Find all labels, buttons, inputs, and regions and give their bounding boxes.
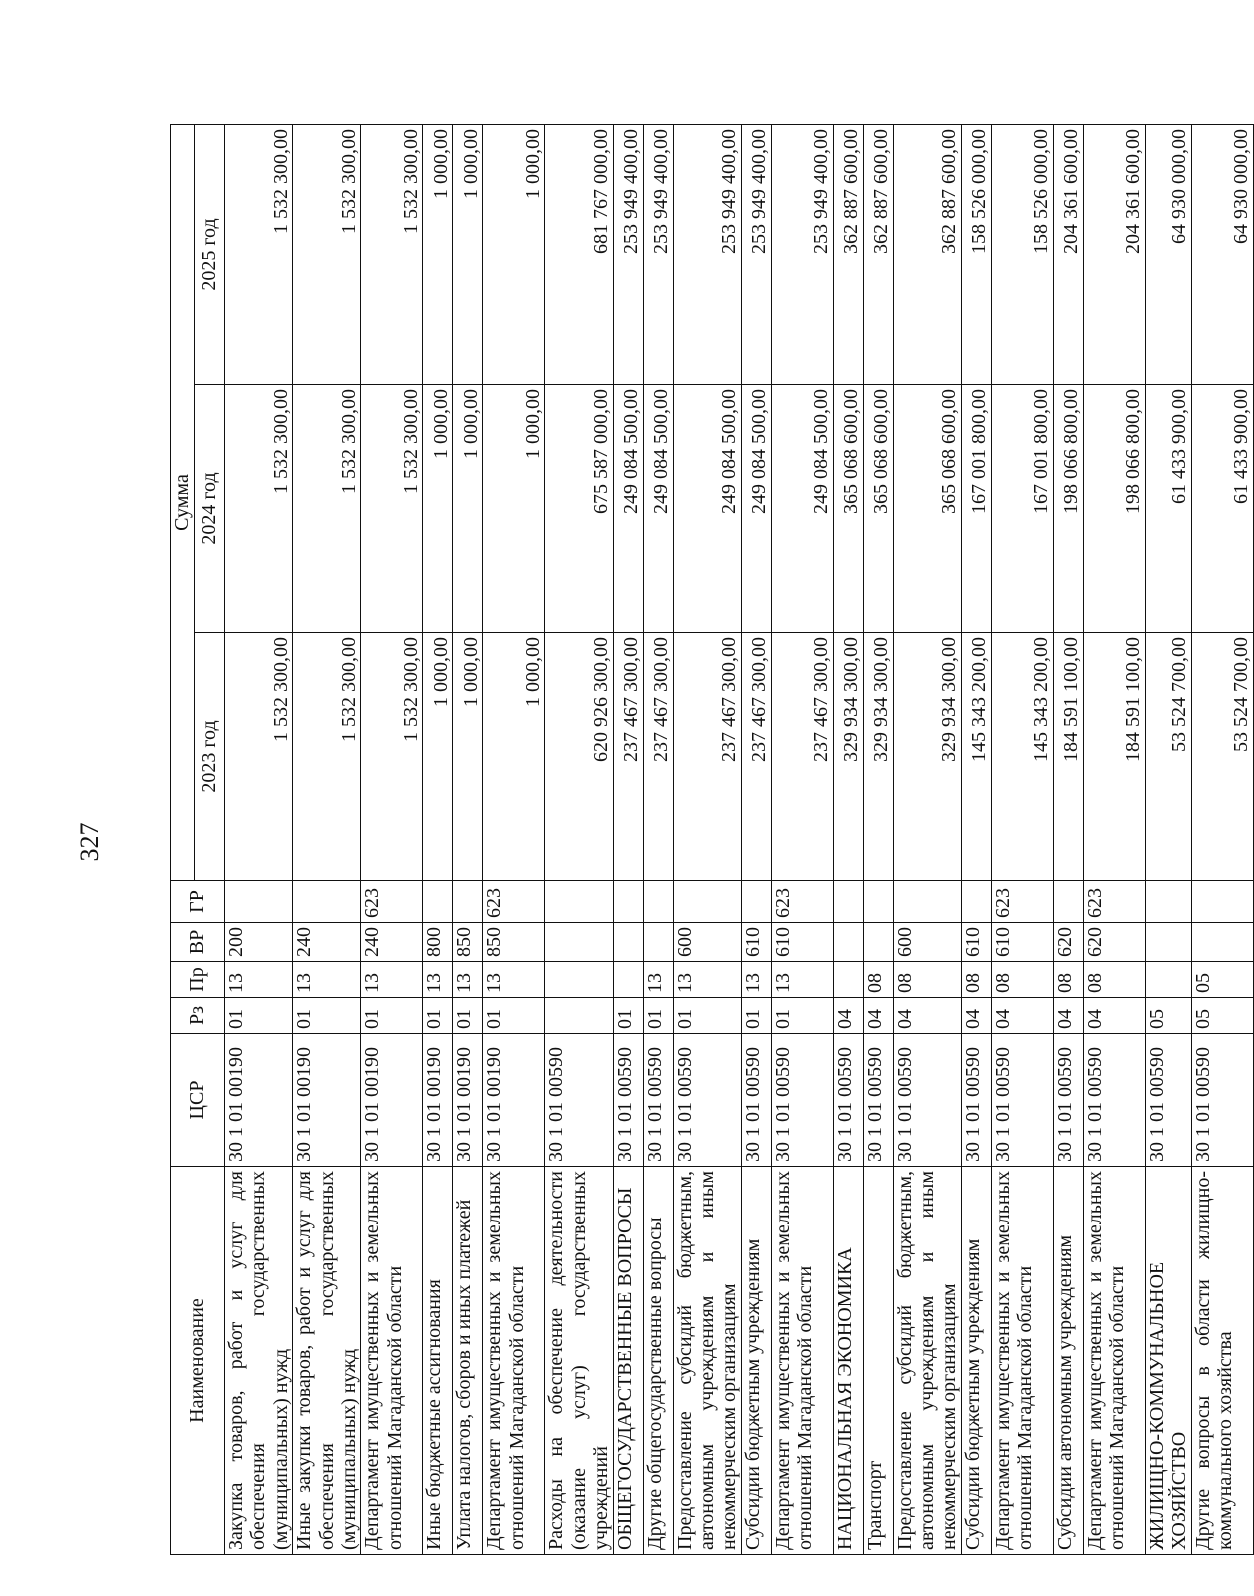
row-rz-cell: 04: [893, 998, 961, 1034]
row-csr-cell: 30 1 01 00590: [545, 1034, 613, 1167]
row-pr-cell: 13: [453, 962, 483, 998]
table-body: [225, 124, 1254, 1554]
row-2023-cell: 237 467 300,00: [643, 633, 673, 881]
row-2023-cell: 184 591 100,00: [1083, 633, 1145, 881]
row-rz-cell: 04: [1083, 998, 1145, 1034]
row-name-cell: Департамент имущественных и земельных отношений Магаданской области: [991, 1167, 1053, 1555]
row-2025-cell: 1 532 300,00: [225, 124, 293, 384]
row-2023-cell: 1 000,00: [483, 633, 545, 881]
row-2023-cell: 53 524 700,00: [1145, 633, 1191, 881]
header-vr: ВР: [171, 923, 225, 962]
row-vr-cell: 610: [961, 923, 991, 962]
row-vr-cell: 800: [423, 923, 453, 962]
table-row: [1083, 124, 1145, 1554]
row-2025-cell: 681 767 000,00: [545, 124, 613, 384]
row-name-cell: Другие вопросы в области жилищно-коммунального хозяйства: [1191, 1167, 1253, 1555]
row-csr-cell: 30 1 01 00590: [1053, 1034, 1083, 1167]
row-csr-cell: 30 1 01 00590: [741, 1034, 771, 1167]
row-gr-cell: [833, 881, 863, 923]
row-2023-cell: 237 467 300,00: [741, 633, 771, 881]
row-gr-cell: [453, 881, 483, 923]
row-2024-cell: 167 001 800,00: [991, 385, 1053, 633]
row-rz-cell: 01: [771, 998, 833, 1034]
row-csr-cell: 30 1 01 00590: [961, 1034, 991, 1167]
row-2023-cell: 1 532 300,00: [293, 633, 361, 881]
row-gr-cell: [1191, 881, 1253, 923]
row-gr-cell: [741, 881, 771, 923]
row-2025-cell: 362 887 600,00: [833, 124, 863, 384]
row-gr-cell: [545, 881, 613, 923]
row-name-cell: Закупка товаров, работ и услуг для обеспечения государственных (муниципальных) нужд: [225, 1167, 293, 1555]
row-2024-cell: 249 084 500,00: [771, 385, 833, 633]
row-2025-cell: 204 361 600,00: [1083, 124, 1145, 384]
table-row: [361, 124, 423, 1554]
row-rz-cell: 04: [1053, 998, 1083, 1034]
row-vr-cell: 240: [361, 923, 423, 962]
table-row: [673, 124, 741, 1554]
table-row: [893, 124, 961, 1554]
row-name-cell: ЖИЛИЩНО-КОММУНАЛЬНОЕ ХОЗЯЙСТВО: [1145, 1167, 1191, 1555]
row-csr-cell: 30 1 01 00590: [613, 1034, 643, 1167]
row-name-cell: Департамент имущественных и земельных отношений Магаданской области: [361, 1167, 423, 1555]
row-rz-cell: 01: [453, 998, 483, 1034]
row-pr-cell: 13: [423, 962, 453, 998]
row-rz-cell: 04: [991, 998, 1053, 1034]
row-name-cell: Субсидии бюджетным учреждениям: [741, 1167, 771, 1555]
table-row: [225, 124, 293, 1554]
row-rz-cell: 01: [225, 998, 293, 1034]
row-name-cell: Департамент имущественных и земельных отношений Магаданской области: [483, 1167, 545, 1555]
table-row: [863, 124, 893, 1554]
row-name-cell: Субсидии бюджетным учреждениям: [961, 1167, 991, 1555]
row-csr-cell: 30 1 01 00190: [225, 1034, 293, 1167]
row-name-cell: Транспорт: [863, 1167, 893, 1555]
row-pr-cell: [545, 962, 613, 998]
row-rz-cell: 01: [673, 998, 741, 1034]
budget-table: [170, 124, 1254, 1555]
table-row: [961, 124, 991, 1554]
row-2023-cell: 237 467 300,00: [673, 633, 741, 881]
row-2025-cell: 1 000,00: [453, 124, 483, 384]
row-pr-cell: 13: [673, 962, 741, 998]
row-2024-cell: 249 084 500,00: [613, 385, 643, 633]
row-vr-cell: [1191, 923, 1253, 962]
table-row: [453, 124, 483, 1554]
row-name-cell: Субсидии автономным учреждениям: [1053, 1167, 1083, 1555]
row-gr-cell: [1053, 881, 1083, 923]
row-2024-cell: 1 532 300,00: [293, 385, 361, 633]
row-vr-cell: 620: [1083, 923, 1145, 962]
row-vr-cell: 610: [771, 923, 833, 962]
table-row: [483, 124, 545, 1554]
row-2025-cell: 253 949 400,00: [613, 124, 643, 384]
row-csr-cell: 30 1 01 00190: [423, 1034, 453, 1167]
row-rz-cell: 01: [643, 998, 673, 1034]
table-row: [833, 124, 863, 1554]
row-2025-cell: 362 887 600,00: [863, 124, 893, 384]
row-2023-cell: 145 343 200,00: [961, 633, 991, 881]
row-pr-cell: 08: [961, 962, 991, 998]
row-pr-cell: 08: [893, 962, 961, 998]
row-2024-cell: 249 084 500,00: [643, 385, 673, 633]
row-2023-cell: 53 524 700,00: [1191, 633, 1253, 881]
row-csr-cell: 30 1 01 00590: [771, 1034, 833, 1167]
row-name-cell: ОБЩЕГОСУДАРСТВЕННЫЕ ВОПРОСЫ: [613, 1167, 643, 1555]
row-gr-cell: [293, 881, 361, 923]
row-2023-cell: 1 532 300,00: [225, 633, 293, 881]
row-rz-cell: 01: [423, 998, 453, 1034]
row-gr-cell: [1145, 881, 1191, 923]
row-vr-cell: 850: [453, 923, 483, 962]
row-2024-cell: 198 066 800,00: [1053, 385, 1083, 633]
row-name-cell: Департамент имущественных и земельных отношений Магаданской области: [771, 1167, 833, 1555]
row-gr-cell: 623: [991, 881, 1053, 923]
table-row: [293, 124, 361, 1554]
row-2025-cell: 253 949 400,00: [643, 124, 673, 384]
row-pr-cell: 13: [361, 962, 423, 998]
row-csr-cell: 30 1 01 00590: [833, 1034, 863, 1167]
row-2024-cell: 675 587 000,00: [545, 385, 613, 633]
row-2023-cell: 1 532 300,00: [361, 633, 423, 881]
row-gr-cell: [225, 881, 293, 923]
row-pr-cell: [613, 962, 643, 998]
row-2023-cell: 237 467 300,00: [771, 633, 833, 881]
row-rz-cell: 01: [741, 998, 771, 1034]
table-row: [1145, 124, 1191, 1554]
row-vr-cell: [545, 923, 613, 962]
table-row: [423, 124, 453, 1554]
row-2023-cell: 329 934 300,00: [893, 633, 961, 881]
row-name-cell: Иные бюджетные ассигнования: [423, 1167, 453, 1555]
header-year-2025: 2025 год: [195, 124, 225, 384]
row-vr-cell: [833, 923, 863, 962]
row-pr-cell: 13: [225, 962, 293, 998]
row-2024-cell: 249 084 500,00: [741, 385, 771, 633]
row-csr-cell: 30 1 01 00590: [863, 1034, 893, 1167]
table-row: [643, 124, 673, 1554]
table-row: [771, 124, 833, 1554]
row-rz-cell: 04: [961, 998, 991, 1034]
row-rz-cell: [545, 998, 613, 1034]
row-gr-cell: [643, 881, 673, 923]
row-pr-cell: [1145, 962, 1191, 998]
table-row: [545, 124, 613, 1554]
row-2024-cell: 365 068 600,00: [863, 385, 893, 633]
row-vr-cell: [1145, 923, 1191, 962]
row-gr-cell: 623: [1083, 881, 1145, 923]
row-2024-cell: 365 068 600,00: [893, 385, 961, 633]
row-csr-cell: 30 1 01 00590: [1145, 1034, 1191, 1167]
row-rz-cell: 01: [293, 998, 361, 1034]
row-vr-cell: 850: [483, 923, 545, 962]
header-row-top: [171, 124, 195, 1554]
row-pr-cell: 08: [863, 962, 893, 998]
row-2024-cell: 61 433 900,00: [1191, 385, 1253, 633]
row-2024-cell: 61 433 900,00: [1145, 385, 1191, 633]
row-name-cell: Иные закупки товаров, работ и услуг для обеспечения государственных (муниципальных) нужд: [293, 1167, 361, 1555]
header-gr: ГР: [171, 881, 225, 923]
row-vr-cell: 610: [741, 923, 771, 962]
row-pr-cell: 13: [643, 962, 673, 998]
row-vr-cell: 600: [893, 923, 961, 962]
row-pr-cell: 08: [991, 962, 1053, 998]
row-csr-cell: 30 1 01 00190: [293, 1034, 361, 1167]
row-pr-cell: 13: [771, 962, 833, 998]
row-name-cell: Расходы на обеспечение деятельности (оказание услуг) государственных учреждений: [545, 1167, 613, 1555]
row-2024-cell: 249 084 500,00: [673, 385, 741, 633]
row-2023-cell: 1 000,00: [423, 633, 453, 881]
row-pr-cell: [833, 962, 863, 998]
row-2023-cell: 145 343 200,00: [991, 633, 1053, 881]
row-pr-cell: 13: [741, 962, 771, 998]
row-csr-cell: 30 1 01 00190: [483, 1034, 545, 1167]
row-vr-cell: 620: [1053, 923, 1083, 962]
row-vr-cell: 600: [673, 923, 741, 962]
row-vr-cell: [863, 923, 893, 962]
row-gr-cell: [423, 881, 453, 923]
row-gr-cell: 623: [361, 881, 423, 923]
row-rz-cell: 05: [1191, 998, 1253, 1034]
header-sum: Сумма: [171, 124, 195, 880]
table-row: [613, 124, 643, 1554]
row-2024-cell: 1 000,00: [423, 385, 453, 633]
row-2024-cell: 1 532 300,00: [361, 385, 423, 633]
page-number: 327: [75, 822, 104, 862]
row-gr-cell: 623: [771, 881, 833, 923]
row-2023-cell: 620 926 300,00: [545, 633, 613, 881]
row-2024-cell: 167 001 800,00: [961, 385, 991, 633]
row-2025-cell: 253 949 400,00: [673, 124, 741, 384]
row-2025-cell: 1 000,00: [483, 124, 545, 384]
row-2023-cell: 237 467 300,00: [613, 633, 643, 881]
header-rz: Рз: [171, 998, 225, 1034]
row-pr-cell: 05: [1191, 962, 1253, 998]
row-rz-cell: 04: [863, 998, 893, 1034]
row-name-cell: Департамент имущественных и земельных отношений Магаданской области: [1083, 1167, 1145, 1555]
row-2025-cell: 1 532 300,00: [361, 124, 423, 384]
row-2025-cell: 64 930 000,00: [1191, 124, 1253, 384]
row-2025-cell: 253 949 400,00: [771, 124, 833, 384]
header-year-2023: 2023 год: [195, 633, 225, 881]
rotated-table-sheet: [170, 125, 1253, 1555]
row-2023-cell: 184 591 100,00: [1053, 633, 1083, 881]
row-vr-cell: 240: [293, 923, 361, 962]
header-csr: ЦСР: [171, 1034, 225, 1167]
row-2024-cell: 198 066 800,00: [1083, 385, 1145, 633]
row-gr-cell: [673, 881, 741, 923]
row-csr-cell: 30 1 01 00590: [991, 1034, 1053, 1167]
row-csr-cell: 30 1 01 00590: [673, 1034, 741, 1167]
table-row: [991, 124, 1053, 1554]
row-rz-cell: 01: [613, 998, 643, 1034]
table-row: [1053, 124, 1083, 1554]
row-2025-cell: 1 532 300,00: [293, 124, 361, 384]
row-name-cell: НАЦИОНАЛЬНАЯ ЭКОНОМИКА: [833, 1167, 863, 1555]
row-2023-cell: 1 000,00: [453, 633, 483, 881]
row-name-cell: Уплата налогов, сборов и иных платежей: [453, 1167, 483, 1555]
row-2025-cell: 253 949 400,00: [741, 124, 771, 384]
row-2024-cell: 365 068 600,00: [833, 385, 863, 633]
header-year-2024: 2024 год: [195, 385, 225, 633]
row-pr-cell: 08: [1083, 962, 1145, 998]
row-rz-cell: 01: [483, 998, 545, 1034]
row-rz-cell: 05: [1145, 998, 1191, 1034]
row-pr-cell: 13: [293, 962, 361, 998]
row-2025-cell: 1 000,00: [423, 124, 453, 384]
row-2024-cell: 1 532 300,00: [225, 385, 293, 633]
row-2025-cell: 362 887 600,00: [893, 124, 961, 384]
table-row: [1191, 124, 1253, 1554]
header-pr: Пр: [171, 962, 225, 998]
row-name-cell: Предоставление субсидий бюджетным, автономным учреждениям и иным некоммерческим организациям: [673, 1167, 741, 1555]
row-pr-cell: 08: [1053, 962, 1083, 998]
row-vr-cell: [643, 923, 673, 962]
row-2023-cell: 329 934 300,00: [833, 633, 863, 881]
row-2025-cell: 64 930 000,00: [1145, 124, 1191, 384]
row-name-cell: Предоставление субсидий бюджетным, автономным учреждениям и иным некоммерческим организациям: [893, 1167, 961, 1555]
row-name-cell: Другие общегосударственные вопросы: [643, 1167, 673, 1555]
row-csr-cell: 30 1 01 00590: [893, 1034, 961, 1167]
row-2025-cell: 158 526 000,00: [961, 124, 991, 384]
row-pr-cell: 13: [483, 962, 545, 998]
row-gr-cell: [961, 881, 991, 923]
row-csr-cell: 30 1 01 00190: [361, 1034, 423, 1167]
row-csr-cell: 30 1 01 00590: [1191, 1034, 1253, 1167]
row-rz-cell: 01: [361, 998, 423, 1034]
row-vr-cell: 610: [991, 923, 1053, 962]
row-2024-cell: 1 000,00: [483, 385, 545, 633]
table-row: [741, 124, 771, 1554]
row-csr-cell: 30 1 01 00590: [643, 1034, 673, 1167]
row-2025-cell: 158 526 000,00: [991, 124, 1053, 384]
row-csr-cell: 30 1 01 00190: [453, 1034, 483, 1167]
row-gr-cell: [893, 881, 961, 923]
row-csr-cell: 30 1 01 00590: [1083, 1034, 1145, 1167]
row-gr-cell: 623: [483, 881, 545, 923]
row-2024-cell: 1 000,00: [453, 385, 483, 633]
row-gr-cell: [863, 881, 893, 923]
row-gr-cell: [613, 881, 643, 923]
header-name: Наименование: [171, 1167, 225, 1555]
row-rz-cell: 04: [833, 998, 863, 1034]
row-vr-cell: 200: [225, 923, 293, 962]
row-2025-cell: 204 361 600,00: [1053, 124, 1083, 384]
row-vr-cell: [613, 923, 643, 962]
row-2023-cell: 329 934 300,00: [863, 633, 893, 881]
